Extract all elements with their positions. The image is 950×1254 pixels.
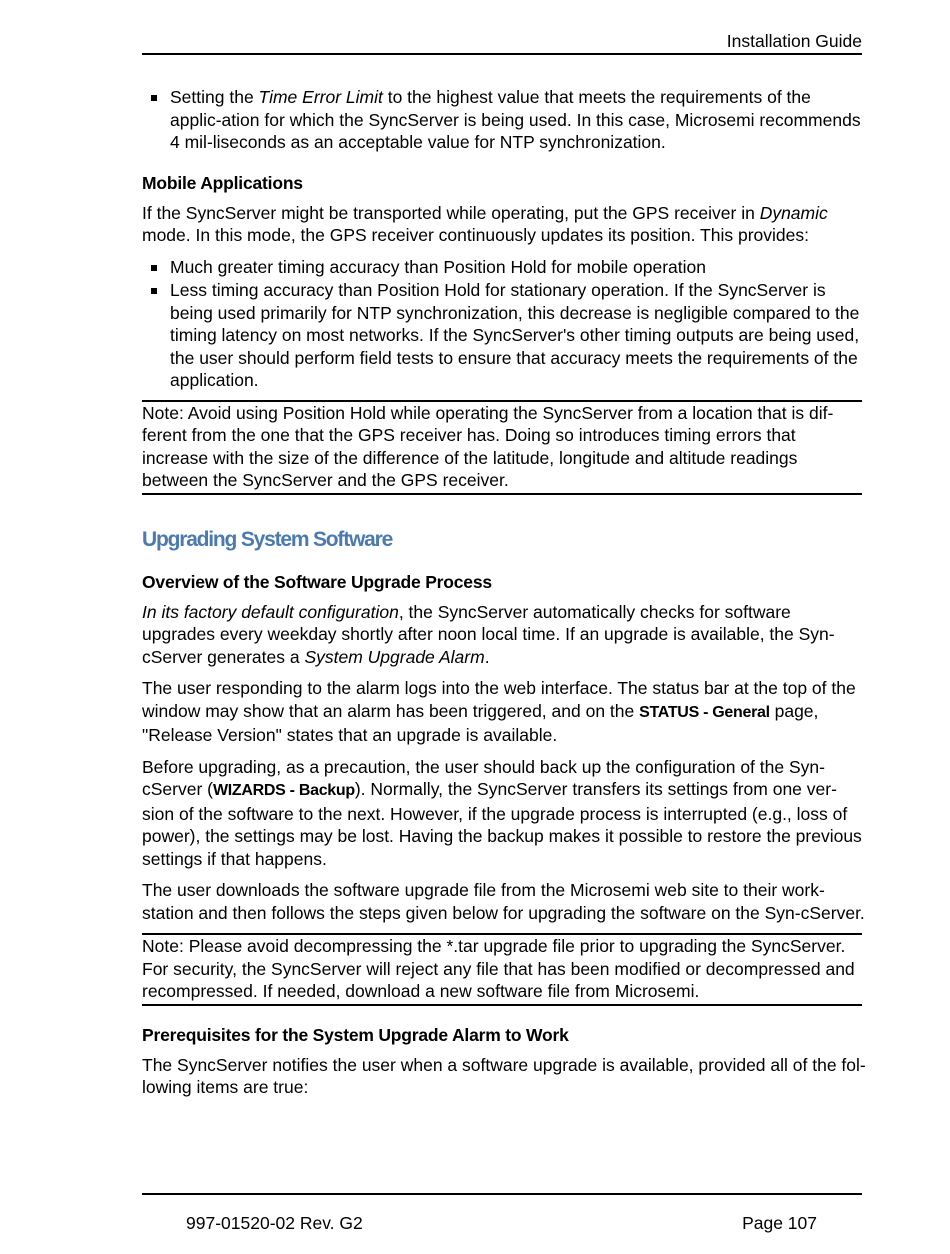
bullet-square-icon [151, 288, 157, 294]
document-id: 997-01520-02 Rev. G2 [186, 1213, 363, 1233]
header-rule [142, 53, 862, 55]
status-general-label: STATUS - General [639, 703, 770, 721]
bullet-square-icon [151, 265, 157, 271]
overview-paragraph-3: Before upgrading, as a precaution, the user should back up the configuration of the Syn-cServer (WIZARDS - Backup). Normally, the SyncServer transfers its settings from one ver-sion of the software to the next. However, if the upgrade process is interrupted (e.g., loss of power), the settings may be lost. Having the backup makes it possible to restore the previous settings if that happens. [142, 756, 862, 869]
intro-bullet-list [142, 86, 867, 154]
overview-paragraph-4: The user downloads the software upgrade file from the Microsemi web site to their work-station and then follows the steps given below for upgrading the software on the Syn-cServer. [142, 880, 865, 923]
wizards-backup-label: WIZARDS - Backup [212, 782, 355, 799]
overview-paragraph-1: In its factory default configuration, the SyncServer automatically checks for software upgrades every weekday shortly after noon local time. If an upgrade is available, the Syn-cServer generates a System Upgrade Alarm. [142, 601, 835, 667]
bullet-square-icon [151, 95, 157, 101]
overview-heading: Overview of the Software Upgrade Process [142, 571, 492, 592]
running-header: Installation Guide [726, 31, 862, 51]
prerequisites-paragraph: The SyncServer notifies the user when a software upgrade is available, provided all of the fol-lowing items are true: [142, 1054, 866, 1097]
mobile-applications-heading: Mobile Applications [142, 172, 303, 193]
mobile-paragraph: If the SyncServer might be transported while operating, put the GPS receiver in Dynamic mode. In this mode, the GPS receiver continuously updates its position. This provides: [142, 202, 828, 245]
footer-rule [142, 1193, 862, 1195]
overview-paragraph-2: The user responding to the alarm logs into the web interface. The status bar at the top of the window may show that an alarm has been triggered, and on the STATUS - General page, "Release Version" states that an upgrade is available. [142, 678, 856, 745]
position-hold-note: Note: Avoid using Position Hold while operating the SyncServer from a location that is dif-ferent from the one that the GPS receiver has. Doing so introduces timing errors that increase with the size of the difference of the latitude, longitude and altitude readings between the SyncServer and the GPS receiver. [142, 400, 862, 495]
section-title: Upgrading System Software [142, 527, 393, 551]
list-item: Much greater timing accuracy than Position Hold for mobile operation [142, 256, 867, 279]
mobile-bullet-list [142, 256, 867, 392]
tar-file-note: Note: Please avoid decompressing the *.tar upgrade file prior to upgrading the SyncServer. For security, the SyncServer will reject any file that has been modified or decompressed and recompressed. If needed, download a new software file from Microsemi. [142, 933, 862, 1006]
list-item: Less timing accuracy than Position Hold for stationary operation. If the SyncServer is being used primarily for NTP synchronization, this decrease is negligible compared to the timing latency on most networks. If the SyncServer's other timing outputs are being used, the user should perform field tests to ensure that accuracy meets the requirements of the application. [142, 279, 867, 392]
page-body [142, 86, 867, 1108]
list-item: Setting the Time Error Limit to the highest value that meets the requirements of the applic-ation for which the SyncServer is being used. In this case, Microsemi recommends 4 mil-liseconds as an acceptable value for NTP synchronization. [142, 86, 867, 154]
page-number: Page 107 [742, 1213, 817, 1233]
prerequisites-heading: Prerequisites for the System Upgrade Alarm to Work [142, 1024, 569, 1045]
